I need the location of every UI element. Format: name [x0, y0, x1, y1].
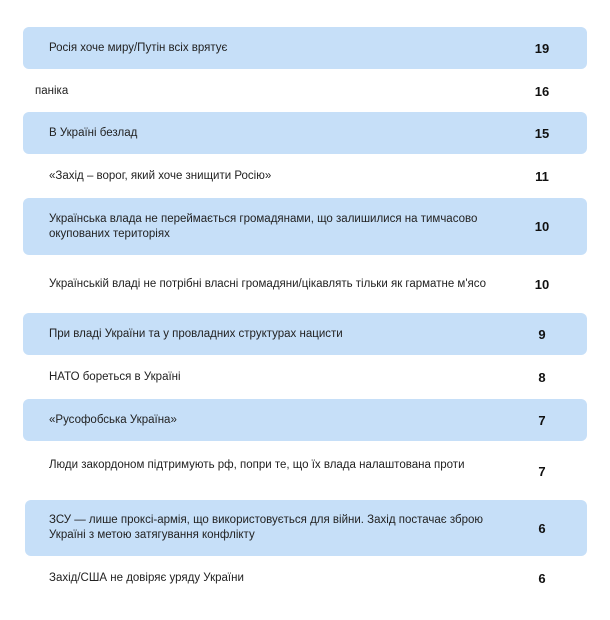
narrative-count: 15	[534, 125, 550, 141]
narrative-count: 9	[538, 326, 546, 342]
table-row	[23, 155, 587, 197]
narrative-label: паніка	[35, 84, 69, 97]
table-row	[23, 313, 587, 355]
narrative-label: В Україні безлад	[49, 126, 138, 139]
narrative-count: 8	[538, 369, 546, 385]
table-row	[23, 442, 587, 498]
narrative-count: 7	[538, 464, 546, 479]
narrative-label: НАТО бореться в Україні	[49, 370, 181, 383]
narrative-count: 11	[535, 168, 549, 184]
narrative-label: Росія хоче миру/Путін всіх врятує	[49, 41, 228, 54]
narrative-count: 16	[534, 83, 550, 99]
table-row	[23, 112, 587, 154]
table-row	[23, 27, 587, 69]
narrative-count: 10	[534, 219, 550, 234]
table-row	[23, 198, 587, 255]
table-row	[25, 500, 587, 556]
narrative-label: «Захід – ворог, який хоче знищити Росію»	[49, 169, 272, 182]
table-row	[23, 256, 587, 313]
table-row	[23, 557, 587, 599]
narrative-label: При владі України та у провладних структурах нацисти	[49, 327, 343, 340]
table-row	[0, 70, 587, 112]
narrative-label: «Русофобська Україна»	[49, 413, 177, 426]
narrative-label: Люди закордоном підтримують рф, попри те, що їх влада налаштована проти	[49, 459, 465, 471]
narrative-count: 6	[538, 520, 546, 536]
narrative-count: 6	[538, 570, 546, 586]
narrative-count: 7	[538, 412, 546, 428]
narrative-label: Захід/США не довіряє уряду України	[49, 571, 244, 584]
table-row	[23, 356, 587, 398]
narrative-label: Українська влада не переймається громадянами, що залишилися на тимчасово окупованих територіях	[49, 212, 478, 240]
narrative-label: ЗСУ — лише проксі-армія, що використовується для війни. Захід постачає зброю Україні з метою затягування конфлікту	[49, 514, 483, 541]
narrative-label: Українській владі не потрібні власні громадяни/цікавлять тільки як гарматне м'ясо	[49, 278, 487, 290]
narrative-count: 19	[534, 40, 550, 56]
narrative-count: 10	[534, 277, 550, 292]
table-row	[23, 399, 587, 441]
